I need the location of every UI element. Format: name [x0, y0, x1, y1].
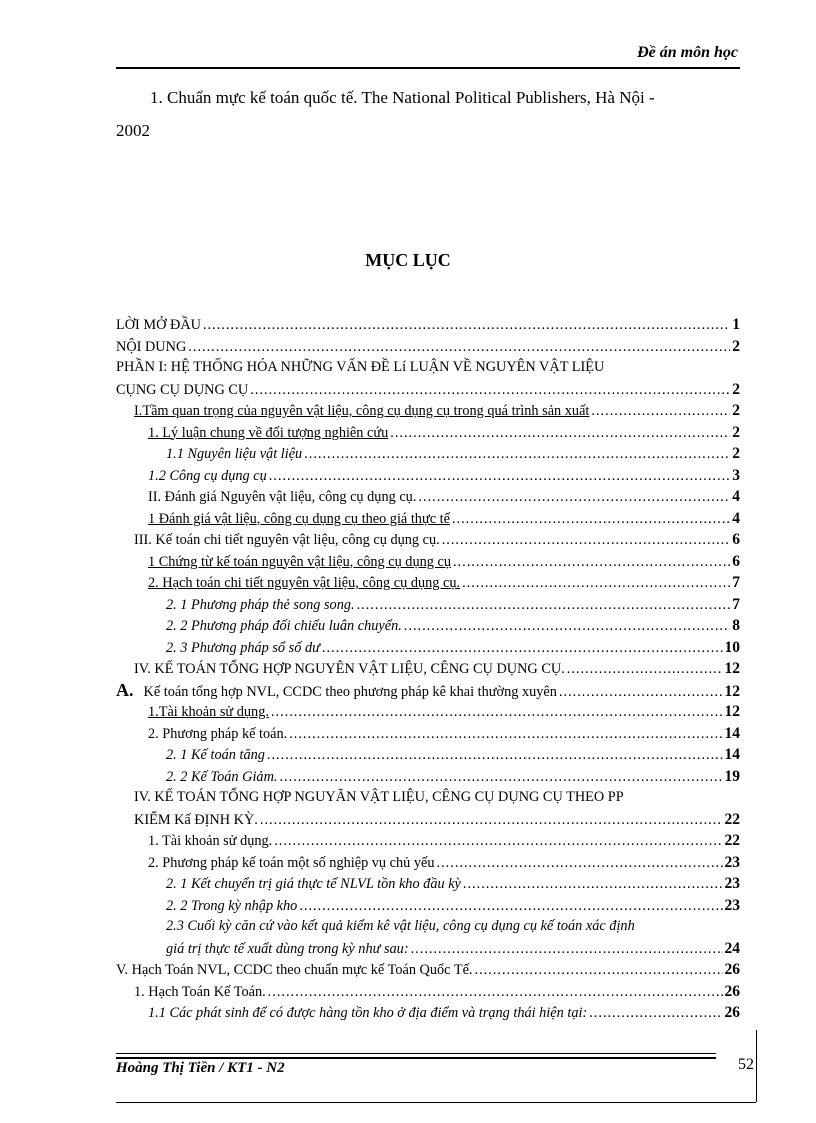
toc-entry-text: 2. 2 Phương pháp đối chiếu luân chuyển. — [166, 618, 402, 634]
toc-entry-page: 8 — [732, 617, 740, 634]
toc-entry-page: 23 — [724, 853, 740, 871]
toc-entry[interactable] — [116, 400, 740, 422]
toc-entry-page: 12 — [724, 703, 740, 720]
footer-frame-bottom — [116, 1102, 756, 1103]
toc-entry-text: NỘI DUNG — [116, 338, 187, 355]
toc-entry[interactable] — [116, 658, 740, 680]
toc-leader — [271, 702, 723, 724]
toc-leader — [559, 682, 723, 704]
toc-entry-text: 1.2 Công cụ dụng cụ — [148, 467, 267, 484]
toc-entry[interactable] — [116, 615, 740, 637]
toc-leader — [268, 982, 723, 1004]
toc-entry-page: 2 — [732, 445, 740, 462]
toc-entry-text: 1. Lý luận chung về đối tượng nghiên cứu — [148, 424, 389, 441]
toc-leader — [567, 659, 723, 681]
toc-entry-text: 1.1 Các phát sinh để có được hàng tồn kho ở địa điểm và trạng thái hiện tại: — [148, 1005, 588, 1021]
toc-entry[interactable] — [116, 981, 740, 1003]
toc-entry[interactable] — [116, 959, 740, 981]
toc-entry[interactable] — [116, 486, 740, 508]
toc-entry-page: 19 — [724, 767, 740, 785]
toc-entry[interactable] — [116, 551, 740, 573]
toc-entry-page: 14 — [724, 724, 740, 742]
toc-leader — [463, 874, 723, 896]
toc-entry-text: Kế toán tổng hợp NVL, CCDC theo phương pháp kê khai thường xuyên — [143, 683, 557, 700]
toc-entry[interactable] — [116, 701, 740, 723]
toc-entry-page: 3 — [732, 466, 740, 484]
toc-leader — [452, 509, 730, 531]
toc-entry-text: IV. KẾ TOÁN TỔNG HỢP NGUYÃN VẬT LIỆU, CÊNG CỤ DỤNG CỤ THEO PP — [134, 789, 624, 805]
toc-leader — [418, 487, 730, 509]
toc-entry[interactable] — [116, 809, 740, 831]
header-rule — [116, 67, 740, 69]
toc-leader — [289, 724, 722, 746]
toc-entry[interactable] — [116, 744, 740, 766]
toc-entry-text: 1. Tài khoản sử dụng. — [148, 833, 273, 849]
toc-entry-text: V. Hạch Toán NVL, CCDC theo chuẩn mực kế Toán Quốc Tế. — [116, 962, 473, 978]
toc-entry[interactable] — [116, 529, 740, 551]
header-title: Đề án môn học — [637, 44, 738, 61]
toc-leader — [299, 896, 722, 918]
toc-entry-page: 10 — [724, 638, 740, 656]
toc-entry-text: 1 Đánh giá vật liệu, công cụ dụng cụ theo giá thực tế — [148, 510, 450, 527]
toc-entry[interactable] — [116, 723, 740, 745]
toc-entry-page: 12 — [724, 660, 740, 677]
toc-leader — [322, 638, 723, 660]
toc-entry[interactable] — [116, 508, 740, 530]
footer-rule — [116, 1053, 716, 1054]
footer-page-number: 52 — [738, 1056, 754, 1073]
toc-entry-text: 1 Chứng từ kế toán nguyên vật liệu, công cụ dụng cụ — [148, 553, 451, 570]
toc-entry-page: 26 — [724, 982, 740, 1000]
toc-entry-page: 26 — [724, 961, 740, 978]
toc-leader — [267, 745, 723, 767]
toc-entry-page: 7 — [732, 574, 740, 591]
reference-line-1: 1. Chuẩn mực kế toán quốc tế. The National Political Publishers, Hà Nội - — [150, 88, 655, 107]
footer-rule — [116, 1057, 716, 1059]
toc-entry-page: 6 — [732, 531, 740, 548]
toc-entry-text: 1.Tài khoản sử dụng. — [148, 704, 269, 720]
toc-entry[interactable] — [116, 680, 740, 702]
toc-entry[interactable] — [116, 594, 740, 616]
toc-leader — [279, 767, 722, 789]
toc-entry-page: 6 — [732, 552, 740, 570]
toc-entry-page: 7 — [732, 595, 740, 613]
toc-entry-page: 2 — [732, 402, 740, 419]
toc-entry-text: LỜI MỞ ĐẦU — [116, 317, 201, 333]
toc-leader — [203, 315, 730, 337]
toc-entry-text: 1. Hạch Toán Kế Toán. — [134, 983, 266, 1000]
toc-entry-page: 12 — [724, 682, 740, 700]
toc-entry[interactable] — [116, 873, 740, 895]
toc-entry-page: 23 — [724, 875, 740, 892]
toc-entry-text: I.Tầm quan trọng của nguyên vật liệu, công cụ dụng cụ trong quá trình sản xuất — [134, 403, 590, 419]
toc-entry[interactable] — [116, 357, 740, 379]
toc-leader — [250, 380, 730, 402]
table-of-contents — [116, 314, 740, 1024]
footer-author: Hoàng Thị Tiền / KT1 - N2 — [116, 1060, 285, 1076]
toc-entry-text: PHẦN I: HỆ THỐNG HÓA NHỮNG VẤN ĐỀ Lí LUẬN VỀ NGUYÊN VẬT LIỆU — [116, 359, 605, 375]
toc-entry-page: 22 — [724, 832, 740, 849]
toc-leader — [589, 1003, 722, 1025]
toc-entry-text: II. Đánh giá Nguyên vật liệu, công cụ dụng cụ. — [148, 489, 417, 505]
toc-leader — [390, 423, 730, 445]
reference-line-2: 2002 — [116, 121, 150, 140]
toc-leader — [357, 595, 731, 617]
toc-leader — [453, 552, 730, 574]
toc-entry-page: 2 — [732, 380, 740, 398]
toc-entry[interactable] — [116, 895, 740, 917]
toc-entry[interactable] — [116, 379, 740, 401]
toc-entry[interactable] — [116, 314, 740, 336]
toc-entry-text: 2. 1 Kế toán tăng — [166, 747, 265, 763]
toc-leader — [462, 573, 730, 595]
toc-entry-text: 2. Phương pháp kế toán. — [148, 725, 288, 742]
toc-entry-page: 2 — [732, 423, 740, 441]
toc-entry-text: IV. KẾ TOÁN TỔNG HỢP NGUYÊN VẬT LIỆU, CÊNG CỤ DỤNG CỤ. — [134, 661, 565, 677]
toc-entry[interactable] — [116, 637, 740, 659]
toc-entry-text: CỤNG CỤ DỤNG CỤ — [116, 381, 249, 398]
toc-entry-text: 2. 1 Kết chuyển trị giá thực tế NLVL tồn kho đầu kỳ — [166, 876, 461, 892]
toc-entry-page: 2 — [732, 337, 740, 355]
toc-leader — [475, 960, 723, 982]
toc-entry-text: 2. 3 Phương pháp sổ số dư — [166, 639, 320, 656]
toc-entry-page: 24 — [724, 939, 740, 957]
toc-entry[interactable] — [116, 787, 740, 809]
toc-leader — [274, 831, 722, 853]
toc-entry[interactable] — [116, 422, 740, 444]
toc-entry-text: 2. 1 Phương pháp thẻ song song. — [166, 596, 355, 613]
toc-entry[interactable] — [116, 766, 740, 788]
toc-leader — [442, 530, 731, 552]
toc-title: MỤC LỤC — [365, 250, 451, 270]
toc-entry-text: 2. Hạch toán chi tiết nguyên vật liệu, công cụ dụng cụ. — [148, 575, 461, 591]
toc-leader — [411, 939, 723, 961]
toc-entry-page: 23 — [724, 896, 740, 914]
toc-entry-text: 2. 2 Kế Toán Giảm. — [166, 768, 278, 785]
toc-entry-text: giá trị thực tế xuất dùng trong kỳ như sau: — [166, 940, 409, 957]
toc-entry[interactable] — [116, 572, 740, 594]
toc-entry[interactable] — [116, 465, 740, 487]
toc-entry[interactable] — [116, 830, 740, 852]
toc-entry[interactable] — [116, 938, 740, 960]
toc-entry-text: 2. Phương pháp kế toán một số nghiệp vụ chủ yếu — [148, 854, 435, 871]
toc-entry-text: 1.1 Nguyên liệu vật liệu — [166, 446, 303, 462]
toc-entry[interactable] — [116, 443, 740, 465]
toc-leader — [437, 853, 723, 875]
toc-leader — [591, 401, 730, 423]
toc-entry-page: 22 — [724, 810, 740, 828]
toc-entry-label: A. — [116, 679, 134, 700]
toc-entry-page: 4 — [732, 509, 740, 527]
toc-entry[interactable] — [116, 1002, 740, 1024]
toc-entry[interactable] — [116, 916, 740, 938]
toc-leader — [304, 444, 730, 466]
toc-entry-page: 14 — [724, 746, 740, 763]
toc-leader — [404, 616, 730, 638]
toc-entry[interactable] — [116, 852, 740, 874]
toc-entry-page: 26 — [724, 1004, 740, 1021]
toc-entry-text: III. Kế toán chi tiết nguyên vật liệu, công cụ dụng cụ. — [134, 532, 440, 548]
footer-frame-edge — [756, 1030, 757, 1102]
toc-entry-text: 2. 2 Trong kỳ nhập kho — [166, 897, 298, 914]
toc-entry[interactable] — [116, 336, 740, 358]
toc-entry-page: 1 — [732, 316, 740, 333]
toc-entry-page: 4 — [732, 488, 740, 505]
toc-leader — [269, 466, 731, 488]
toc-leader — [260, 810, 723, 832]
toc-leader — [188, 337, 730, 359]
toc-entry-text: 2.3 Cuối kỳ căn cứ vào kết quả kiểm kê vật liệu, công cụ dụng cụ kế toán xác định — [166, 918, 635, 934]
toc-entry-text: KIỂM Kấ ĐỊNH KỲ. — [134, 811, 258, 828]
